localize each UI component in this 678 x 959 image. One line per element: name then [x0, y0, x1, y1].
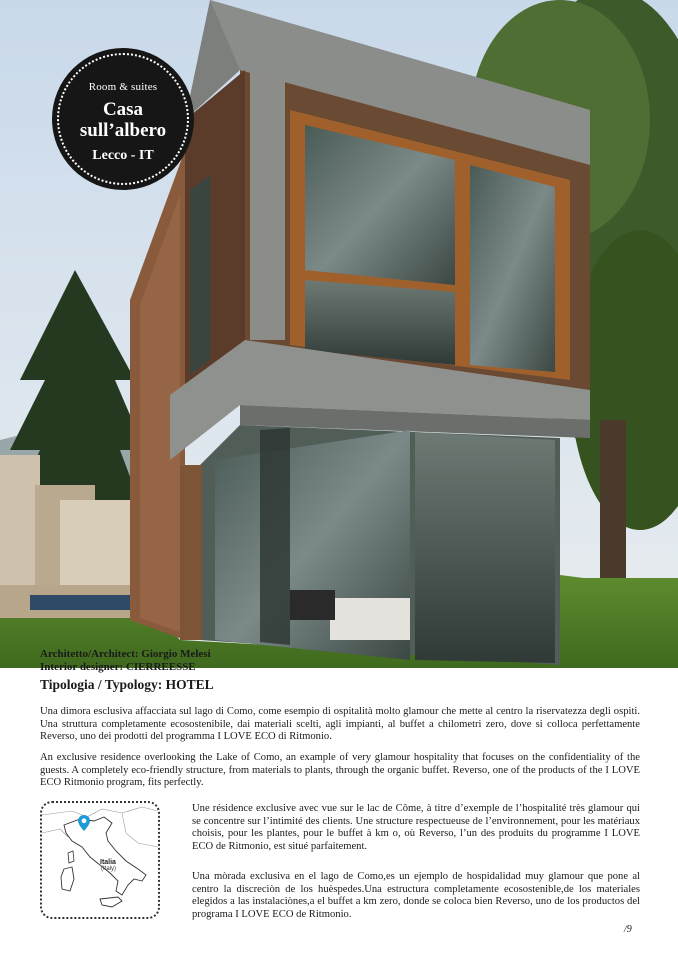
paragraph-italian: Una dimora esclusiva affacciata sul lago di Como, come esempio di ospitalità molto glamour che mette al centro la riservatezza degli ospiti. Una struttura completamente ecosostenibile, dai materiali scelti, agli impianti, al buffet a chilometri zero, dove si colloca perfettamente Reverso, uno dei prodotti del programma I LOVE ECO di Ritmonio. — [40, 706, 640, 743]
badge-title-line1: Casa — [102, 99, 144, 120]
map-sublabel-italy: (Italy) — [101, 866, 116, 872]
interior-designer-credit: Interior designer: CIERREESSE — [40, 661, 196, 673]
location-map — [40, 801, 160, 919]
paragraph-french: Une résidence exclusive avec vue sur le lac de Côme, à titre d’exemple de l’hospitalité très glamour qui se concentre sur l’intimité des clients. Une structure respectueuse de l’environnement, pour les matériaux choisis, pour les plantes, pour le buffet à km o, où Reverso, l’un des produits du programme I LOVE ECO de Ritmonio, est situé parfaitement. — [192, 803, 640, 852]
credits-block — [40, 648, 640, 693]
location-pin-icon — [78, 815, 90, 831]
badge-subtitle: Room & suites — [88, 81, 158, 93]
paragraph-spanish: Una mòrada exclusiva en el lago de Como,es un ejemplo de hospidalidad muy glamour que pone al centro la discreciòn de los huèspedes.Una estructura completamente ecosostenible,de los materiales elegidos a las instalaciònes,a el buffet a km zero, donde se coloca bien Reverso, uno de los productos del programa I LOVE ECO de Ritmonio. — [192, 871, 640, 920]
page-number: /9 — [624, 924, 632, 935]
typology-heading: Tipologia / Typology: HOTEL — [40, 677, 214, 692]
architect-credit: Architetto/Architect: Giorgio Melesi — [40, 648, 211, 660]
badge-location: Lecco - IT — [92, 148, 154, 163]
paragraph-english: An exclusive residence overlooking the Lake of Como, an example of very glamour hospitality that focuses on the confidentiality of the guests. A completely eco-friendly structure, from materials to plants, through the organic buffet. Reverso, one of the products of the I LOVE ECO Ritmonio program, fits perfectly. — [40, 752, 640, 789]
title-badge — [52, 48, 194, 190]
badge-title-line2: sull’albero — [79, 120, 167, 141]
map-label-italia: Italia — [100, 859, 116, 866]
